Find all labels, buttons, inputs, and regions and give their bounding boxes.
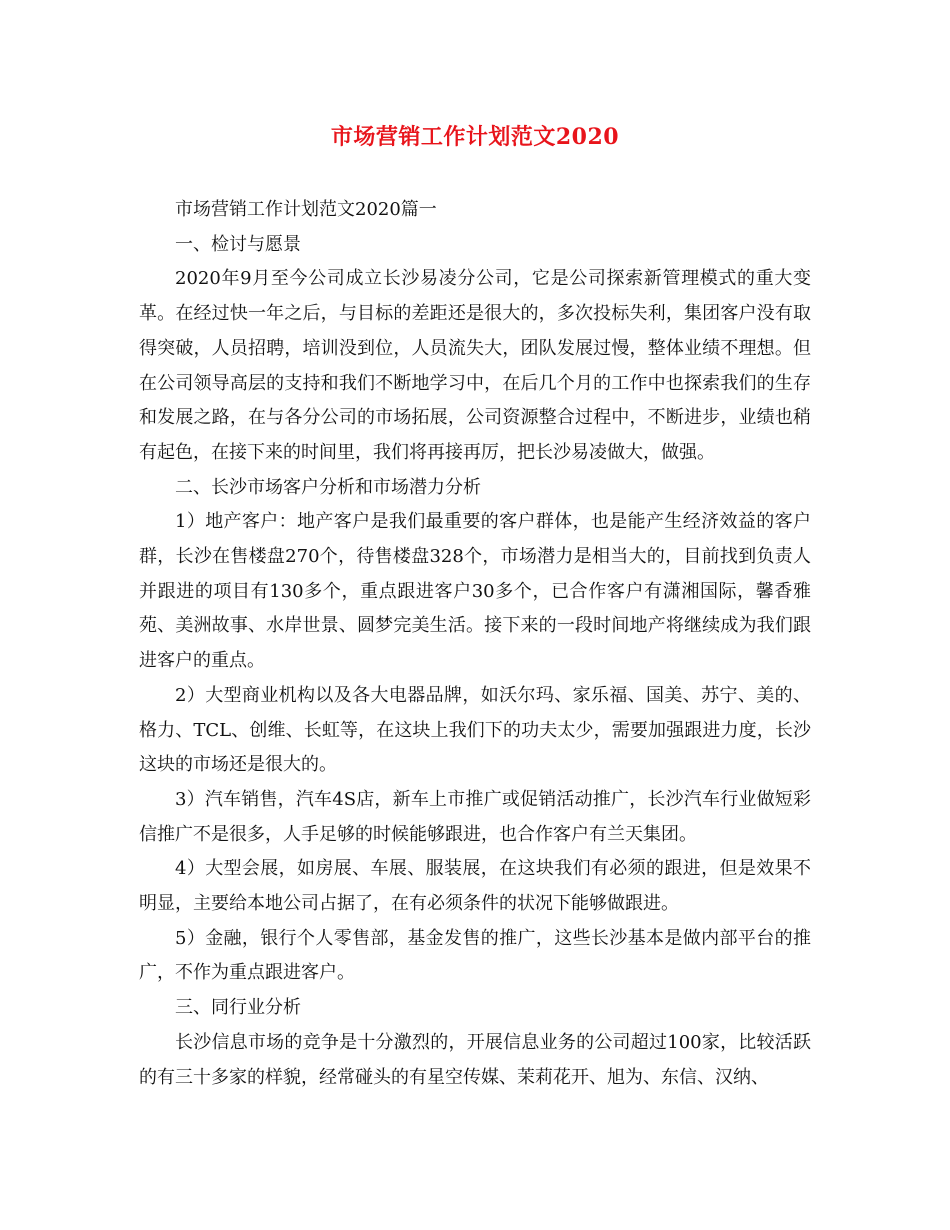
paragraph: 4）大型会展，如房展、车展、服装展，在这块我们有必须的跟进，但是效果不明显，主要给本地公司占据了，在有必须条件的状况下能够做跟进。 (139, 858, 811, 915)
paragraph: 1）地产客户：地产客户是我们最重要的客户群体，也是能产生经济效益的客户群，长沙在售楼盘270个，待售楼盘328个，市场潜力是相当大的，目前找到负责人并跟进的项目有130多个，重点跟进客户30多个，已合作客户有潇湘国际，馨香雅苑、美洲故事、水岸世景、圆梦完美生活。接下来的一段时间地产将继续成为我们跟进客户的重点。 (139, 511, 811, 672)
document-title: 市场营销工作计划范文2020 (330, 124, 620, 150)
paragraph: 2）大型商业机构以及各大电器品牌，如沃尔玛、家乐福、国美、苏宁、美的、格力、TCL、创维、长虹等，在这块上我们下的功夫太少，需要加强跟进力度，长沙这块的市场还是很大的。 (139, 684, 811, 776)
paragraph: 长沙信息市场的竞争是十分激烈的，开展信息业务的公司超过100家，比较活跃的有三十多家的样貌，经常碰头的有星空传媒、茉莉花开、旭为、东信、汉纳、 (139, 1031, 811, 1088)
section-heading-3: 三、同行业分析 (175, 997, 301, 1019)
paragraph: 2020年9月至今公司成立长沙易凌分公司，它是公司探索新管理模式的重大变革。在经过快一年之后，与目标的差距还是很大的，多次投标失利，集团客户没有取得突破，人员招聘，培训没到位，人员流失大，团队发展过慢，整体业绩不理想。但在公司领导高层的支持和我们不断地学习中，在后几个月的工作中也探索我们的生存和发展之路，在与各分公司的市场拓展，公司资源整合过程中，不断进步，业绩也稍有起色，在接下来的时间里，我们将再接再厉，把长沙易凌做大，做强。 (139, 268, 811, 463)
section-heading-2: 二、长沙市场客户分析和市场潜力分析 (175, 476, 481, 498)
section-heading-1: 一、检讨与愿景 (175, 233, 301, 255)
paragraph-subtitle: 市场营销工作计划范文2020篇一 (175, 199, 437, 220)
paragraph: 3）汽车销售，汽车4S店，新车上市推广或促销活动推广，长沙汽车行业做短彩信推广不是很多，人手足够的时候能够跟进，也合作客户有兰天集团。 (139, 788, 811, 845)
paragraph: 5）金融，银行个人零售部，基金发售的推广，这些长沙基本是做内部平台的推广，不作为重点跟进客户。 (139, 927, 811, 984)
document-body (139, 193, 811, 1095)
